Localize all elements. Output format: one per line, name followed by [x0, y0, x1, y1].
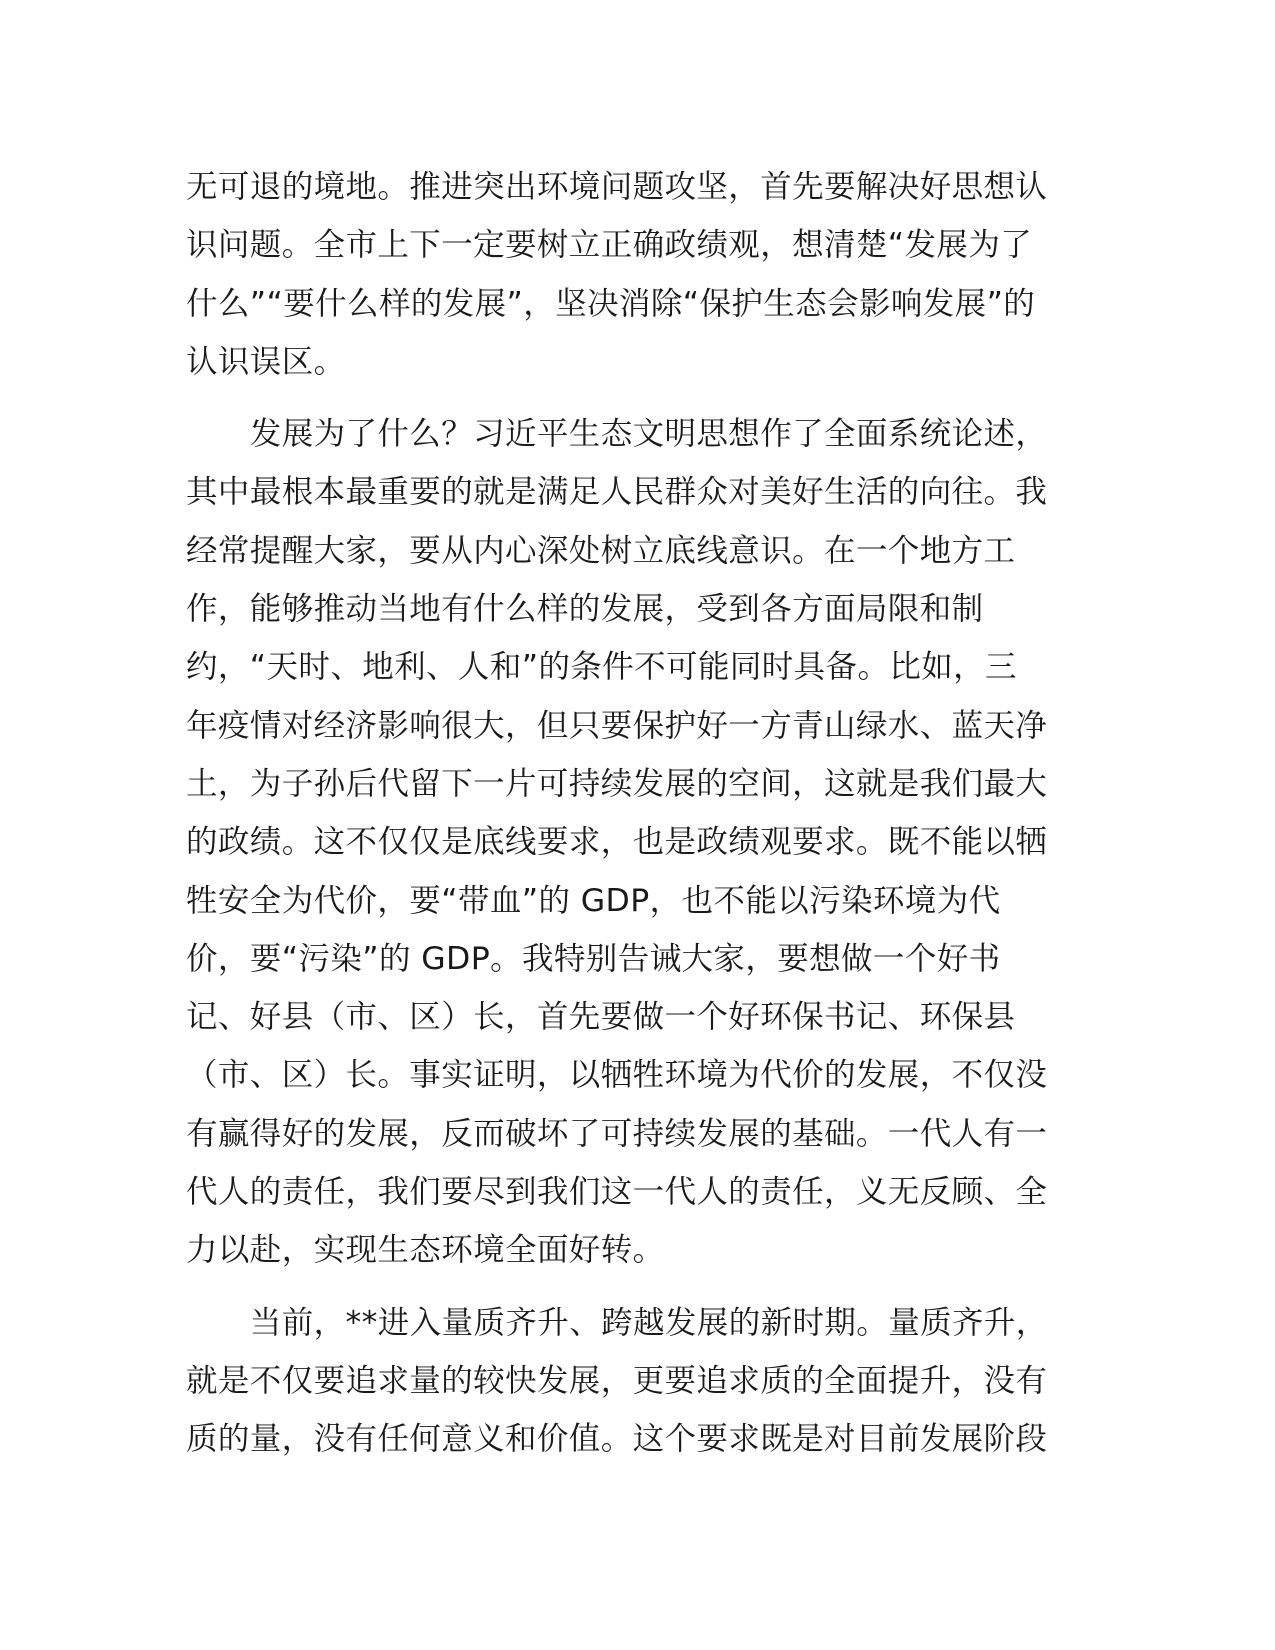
text-line: 无可退的境地。推进突出环境问题攻坚，首先要解决好思想认	[186, 169, 1048, 205]
text-line: 代人的责任，我们要尽到我们这一代人的责任，义无反顾、全	[186, 1174, 1048, 1211]
paragraph-1	[186, 158, 1091, 391]
text-line: 年疫情对经济影响很大，但只要保护好一方青山绿水、蓝天净	[186, 707, 1048, 744]
text-line: 发展为了什么？习近平生态文明思想作了全面系统论述，	[186, 416, 1048, 453]
text-line: 力以赴，实现生态环境全面好转。	[186, 1232, 665, 1269]
document-body	[186, 158, 1091, 1469]
text-line: 记、好县（市、区）长，首先要做一个好环保书记、环保县	[186, 999, 1016, 1036]
text-line: 识问题。全市上下一定要树立正确政绩观，想清楚“发展为了	[186, 227, 1033, 264]
paragraph-2	[186, 405, 1091, 1279]
text-line: 有赢得好的发展，反而破坏了可持续发展的基础。一代人有一	[186, 1115, 1048, 1152]
text-line: 经常提醒大家，要从内心深处树立底线意识。在一个地方工	[186, 532, 1016, 569]
text-line: 的政绩。这不仅仅是底线要求，也是政绩观要求。既不能以牺	[186, 824, 1048, 861]
text-line: 认识误区。	[186, 343, 346, 380]
text-line: 当前，**进入量质齐升、跨越发展的新时期。量质齐升，	[186, 1304, 1048, 1341]
text-line: 价，要“污染”的 GDP。我特别告诫大家，要想做一个好书	[186, 940, 1001, 977]
text-line: 质的量，没有任何意义和价值。这个要求既是对目前发展阶段	[186, 1421, 1048, 1458]
text-line: 作，能够推动当地有什么样的发展，受到各方面局限和制	[186, 591, 984, 628]
text-line: 就是不仅要追求量的较快发展，更要追求质的全面提升，没有	[186, 1362, 1048, 1399]
text-line: 约，“天时、地利、人和”的条件不可能同时具备。比如，三	[186, 649, 1017, 686]
paragraph-gap	[186, 391, 1091, 405]
text-line: 什么”“要什么样的发展”，坚决消除“保护生态会影响发展”的	[186, 285, 1036, 322]
text-line: 土，为子孙后代留下一片可持续发展的空间，这就是我们最大	[186, 765, 1048, 802]
paragraph-gap	[186, 1280, 1091, 1294]
text-line: 牲安全为代价，要“带血”的 GDP，也不能以污染环境为代	[186, 882, 1001, 919]
text-line: 其中最根本最重要的就是满足人民群众对美好生活的向往。我	[186, 474, 1048, 511]
paragraph-3	[186, 1294, 1091, 1469]
text-line: （市、区）长。事实证明，以牺牲环境为代价的发展，不仅没	[186, 1057, 1048, 1094]
